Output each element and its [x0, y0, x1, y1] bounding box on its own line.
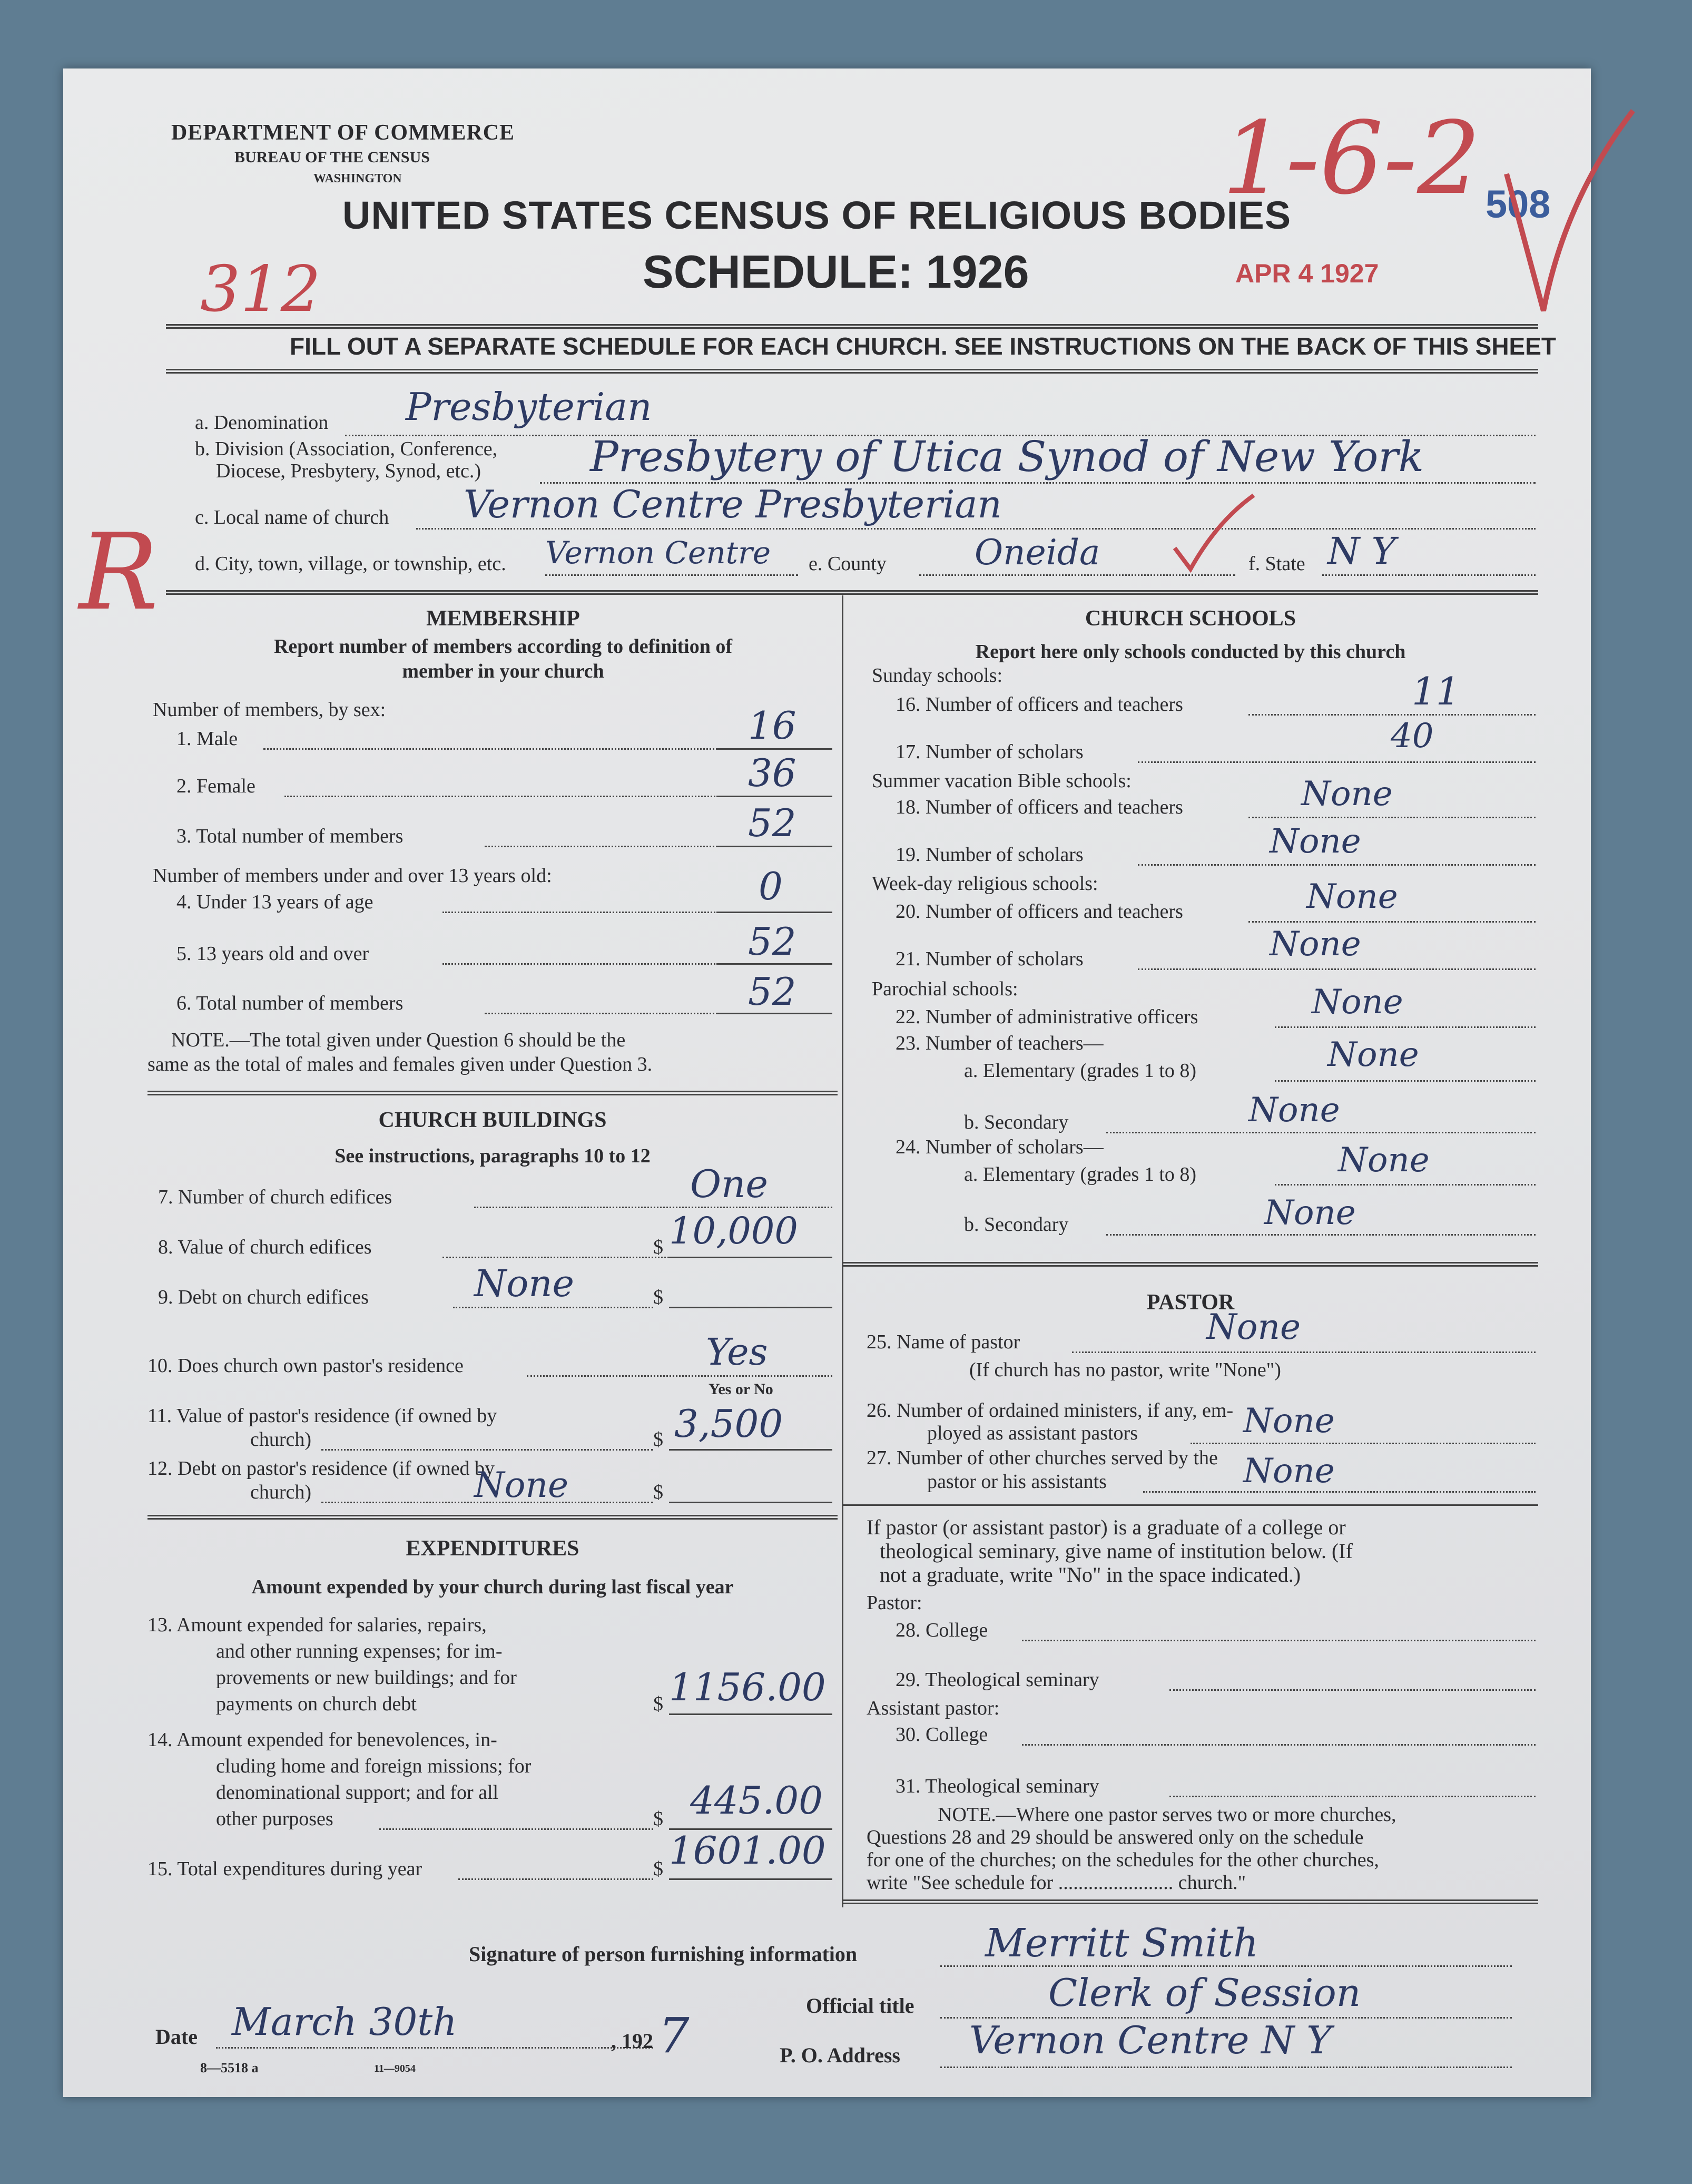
- membership-note-2: same as the total of males and females given under Question 3.: [147, 1053, 653, 1075]
- city-label: d. City, town, village, or township, etc.: [195, 553, 506, 575]
- q17-label: 17. Number of scholars: [896, 741, 1084, 763]
- q27-label-2: pastor or his assistants: [927, 1471, 1107, 1493]
- q12-value: None: [474, 1465, 569, 1505]
- handwritten-code-left: 312: [200, 253, 321, 326]
- q14-dollar: $: [653, 1808, 663, 1830]
- department-label: DEPARTMENT OF COMMERCE: [171, 121, 515, 145]
- sunday-schools-label: Sunday schools:: [872, 664, 1003, 687]
- q10-label: 10. Does church own pastor's residence: [147, 1355, 464, 1377]
- q24b-value: None: [1264, 1193, 1356, 1232]
- q1-label: 1. Male: [176, 728, 238, 750]
- q17-value: 40: [1391, 717, 1434, 756]
- expenditures-heading: EXPENDITURES: [406, 1536, 579, 1561]
- q7-label: 7. Number of church edifices: [158, 1186, 392, 1208]
- graduate-note-1: If pastor (or assistant pastor) is a graduate of a college or: [867, 1515, 1346, 1539]
- buildings-sub: See instructions, paragraphs 10 to 12: [335, 1145, 651, 1167]
- city-value: Vernon Centre: [545, 535, 771, 571]
- date-year-printed: , 192: [611, 2029, 653, 2053]
- q4-value: 0: [759, 864, 783, 908]
- q27-value: None: [1243, 1452, 1335, 1491]
- q8-dollar: $: [653, 1236, 663, 1258]
- stamp-number: 508: [1486, 182, 1551, 226]
- membership-sub2: member in your church: [402, 660, 604, 682]
- q9-value: None: [474, 1262, 574, 1305]
- q23a-value: None: [1327, 1035, 1419, 1074]
- q24a-value: None: [1338, 1141, 1430, 1180]
- weekday-schools-label: Week-day religious schools:: [872, 873, 1098, 895]
- pastor-note-1: NOTE.—Where one pastor serves two or more churches,: [938, 1804, 1396, 1826]
- q10-hint: Yes or No: [709, 1380, 773, 1398]
- pastor-note-4: write "See schedule for ....................... church.": [867, 1872, 1246, 1894]
- q2-label: 2. Female: [176, 775, 255, 797]
- q15-dollar: $: [653, 1858, 663, 1880]
- q29-label: 29. Theological seminary: [896, 1669, 1099, 1691]
- expenditures-sub: Amount expended by your church during last fiscal year: [251, 1576, 734, 1598]
- denomination-label: a. Denomination: [195, 412, 329, 434]
- q25-hint: (If church has no pastor, write "None"): [969, 1359, 1281, 1381]
- official-title-label: Official title: [806, 1994, 914, 2017]
- parochial-schools-label: Parochial schools:: [872, 978, 1018, 1000]
- q23a-label: a. Elementary (grades 1 to 8): [964, 1060, 1197, 1082]
- q15-value: 1601.00: [669, 1828, 826, 1873]
- official-title-value: Clerk of Session: [1048, 1971, 1361, 2015]
- signature-label: Signature of person furnishing information: [469, 1942, 858, 1966]
- county-value: Oneida: [975, 532, 1100, 573]
- q20-value: None: [1306, 877, 1398, 916]
- date-year-handwritten: 7: [658, 2007, 690, 2064]
- q31-label: 31. Theological seminary: [896, 1775, 1099, 1797]
- q9-dollar: $: [653, 1286, 663, 1308]
- q16-label: 16. Number of officers and teachers: [896, 693, 1183, 716]
- q13-line-1: 13. Amount expended for salaries, repairs,: [147, 1614, 487, 1636]
- division-value: Presbytery of Utica Synod of New York: [590, 432, 1424, 481]
- signature-value: Merritt Smith: [985, 1921, 1258, 1966]
- q24a-label: a. Elementary (grades 1 to 8): [964, 1163, 1197, 1186]
- q23b-label: b. Secondary: [964, 1111, 1069, 1133]
- buildings-heading: CHURCH BUILDINGS: [378, 1108, 607, 1132]
- q19-label: 19. Number of scholars: [896, 844, 1084, 866]
- q5-value: 52: [748, 919, 796, 964]
- pastor-note-2: Questions 28 and 29 should be answered only on the schedule: [867, 1826, 1364, 1848]
- q23b-value: None: [1248, 1091, 1340, 1130]
- q20-label: 20. Number of officers and teachers: [896, 900, 1183, 923]
- pastor-label: Pastor:: [867, 1592, 922, 1614]
- graduate-note-2: theological seminary, give name of institution below. (If: [880, 1539, 1353, 1563]
- q13-line-4: payments on church debt: [216, 1693, 417, 1715]
- membership-note-1: NOTE.—The total given under Question 6 should be the: [171, 1029, 626, 1051]
- membership-heading: MEMBERSHIP: [426, 606, 580, 631]
- q24-label: 24. Number of scholars—: [896, 1136, 1104, 1158]
- q14-line-1: 14. Amount expended for benevolences, in-: [147, 1729, 497, 1751]
- q21-value: None: [1270, 925, 1361, 964]
- division-label-1: b. Division (Association, Conference,: [195, 438, 498, 460]
- pastor-note-3: for one of the churches; on the schedules for the other churches,: [867, 1849, 1379, 1871]
- po-address-label: P. O. Address: [780, 2043, 900, 2067]
- q23-label: 23. Number of teachers—: [896, 1032, 1104, 1054]
- q3-value: 52: [748, 801, 796, 845]
- division-label-2: Diocese, Presbytery, Synod, etc.): [216, 460, 481, 482]
- q13-line-3: provements or new buildings; and for: [216, 1667, 517, 1689]
- q10-value: Yes: [706, 1330, 768, 1374]
- handwritten-code-top: 1-6-2: [1222, 100, 1481, 217]
- form-title: UNITED STATES CENSUS OF RELIGIOUS BODIES: [342, 193, 1292, 237]
- denomination-value: Presbyterian: [406, 385, 652, 429]
- q2-value: 36: [748, 751, 796, 795]
- q5-label: 5. 13 years old and over: [176, 943, 369, 965]
- state-label: f. State: [1248, 553, 1305, 575]
- assistant-pastor-label: Assistant pastor:: [867, 1697, 1000, 1719]
- q11-label-1: 11. Value of pastor's residence (if owned by: [147, 1405, 497, 1427]
- q13-line-2: and other running expenses; for im-: [216, 1640, 503, 1662]
- q19-value: None: [1270, 822, 1361, 861]
- q25-label: 25. Name of pastor: [867, 1331, 1020, 1353]
- instructions-banner: FILL OUT A SEPARATE SCHEDULE FOR EACH CHURCH. SEE INSTRUCTIONS ON THE BACK OF THIS SHEET: [290, 332, 1557, 360]
- q13-value: 1156.00: [669, 1665, 826, 1709]
- q27-label-1: 27. Number of other churches served by the: [867, 1447, 1218, 1469]
- q8-value: 10,000: [669, 1209, 798, 1252]
- members-by-age-label: Number of members under and over 13 years old:: [153, 865, 552, 887]
- q3-label: 3. Total number of members: [176, 825, 404, 847]
- q12-dollar: $: [653, 1481, 663, 1503]
- q14-value: 445.00: [690, 1778, 823, 1823]
- q22-label: 22. Number of administrative officers: [896, 1006, 1198, 1028]
- q26-label-2: ployed as assistant pastors: [927, 1422, 1138, 1444]
- state-value: N Y: [1327, 530, 1396, 573]
- q16-value: 11: [1412, 669, 1460, 713]
- q22-value: None: [1312, 983, 1403, 1022]
- schedule-title: SCHEDULE: 1926: [643, 246, 1029, 298]
- q11-value: 3,500: [674, 1402, 783, 1446]
- summer-schools-label: Summer vacation Bible schools:: [872, 770, 1132, 792]
- q4-label: 4. Under 13 years of age: [176, 891, 373, 913]
- q24b-label: b. Secondary: [964, 1213, 1069, 1236]
- q30-label: 30. College: [896, 1723, 988, 1746]
- margin-mark-r: R: [79, 511, 159, 634]
- q6-value: 52: [748, 969, 796, 1014]
- q15-label: 15. Total expenditures during year: [147, 1858, 422, 1880]
- q28-label: 28. College: [896, 1619, 988, 1641]
- census-schedule-sheet: [63, 68, 1591, 2097]
- q6-label: 6. Total number of members: [176, 992, 404, 1014]
- q13-dollar: $: [653, 1693, 663, 1715]
- local-name-value: Vernon Centre Presbyterian: [464, 482, 1002, 526]
- red-check-mark: [1486, 95, 1644, 332]
- q8-label: 8. Value of church edifices: [158, 1236, 372, 1258]
- q26-value: None: [1243, 1402, 1335, 1441]
- city-label: WASHINGTON: [313, 172, 402, 185]
- date-value: March 30th: [232, 2000, 457, 2044]
- bureau-label: BUREAU OF THE CENSUS: [234, 149, 430, 166]
- po-address-value: Vernon Centre N Y: [969, 2018, 1332, 2062]
- q9-label: 9. Debt on church edifices: [158, 1286, 369, 1308]
- form-number: 8—5518 a: [200, 2060, 259, 2075]
- q11-dollar: $: [653, 1428, 663, 1451]
- q25-value: None: [1206, 1307, 1301, 1347]
- red-check-mark-small: [1164, 490, 1259, 580]
- q14-line-4: other purposes: [216, 1808, 333, 1830]
- pastor-heading: PASTOR: [1146, 1290, 1235, 1315]
- q12-label-2: church): [250, 1481, 312, 1503]
- q26-label-1: 26. Number of ordained ministers, if any, em-: [867, 1399, 1234, 1422]
- q14-line-3: denominational support; and for all: [216, 1781, 499, 1804]
- print-number: 11—9054: [374, 2063, 416, 2074]
- q12-label-1: 12. Debt on pastor's residence (if owned by: [147, 1457, 495, 1480]
- q18-value: None: [1301, 775, 1393, 814]
- q14-line-2: cluding home and foreign missions; for: [216, 1755, 532, 1777]
- q21-label: 21. Number of scholars: [896, 948, 1084, 970]
- q7-value: One: [690, 1162, 769, 1206]
- q1-value: 16: [748, 703, 796, 748]
- q11-label-2: church): [250, 1428, 312, 1451]
- received-date-stamp: APR 4 1927: [1235, 259, 1379, 288]
- schools-sub: Report here only schools conducted by this church: [975, 641, 1406, 663]
- schools-heading: CHURCH SCHOOLS: [1085, 606, 1296, 631]
- date-label: Date: [155, 2025, 198, 2049]
- county-label: e. County: [809, 553, 887, 575]
- local-name-label: c. Local name of church: [195, 506, 389, 528]
- graduate-note-3: not a graduate, write "No" in the space indicated.): [880, 1563, 1301, 1586]
- members-by-sex-label: Number of members, by sex:: [153, 699, 386, 721]
- membership-sub1: Report number of members according to definition of: [273, 635, 733, 658]
- q18-label: 18. Number of officers and teachers: [896, 796, 1183, 818]
